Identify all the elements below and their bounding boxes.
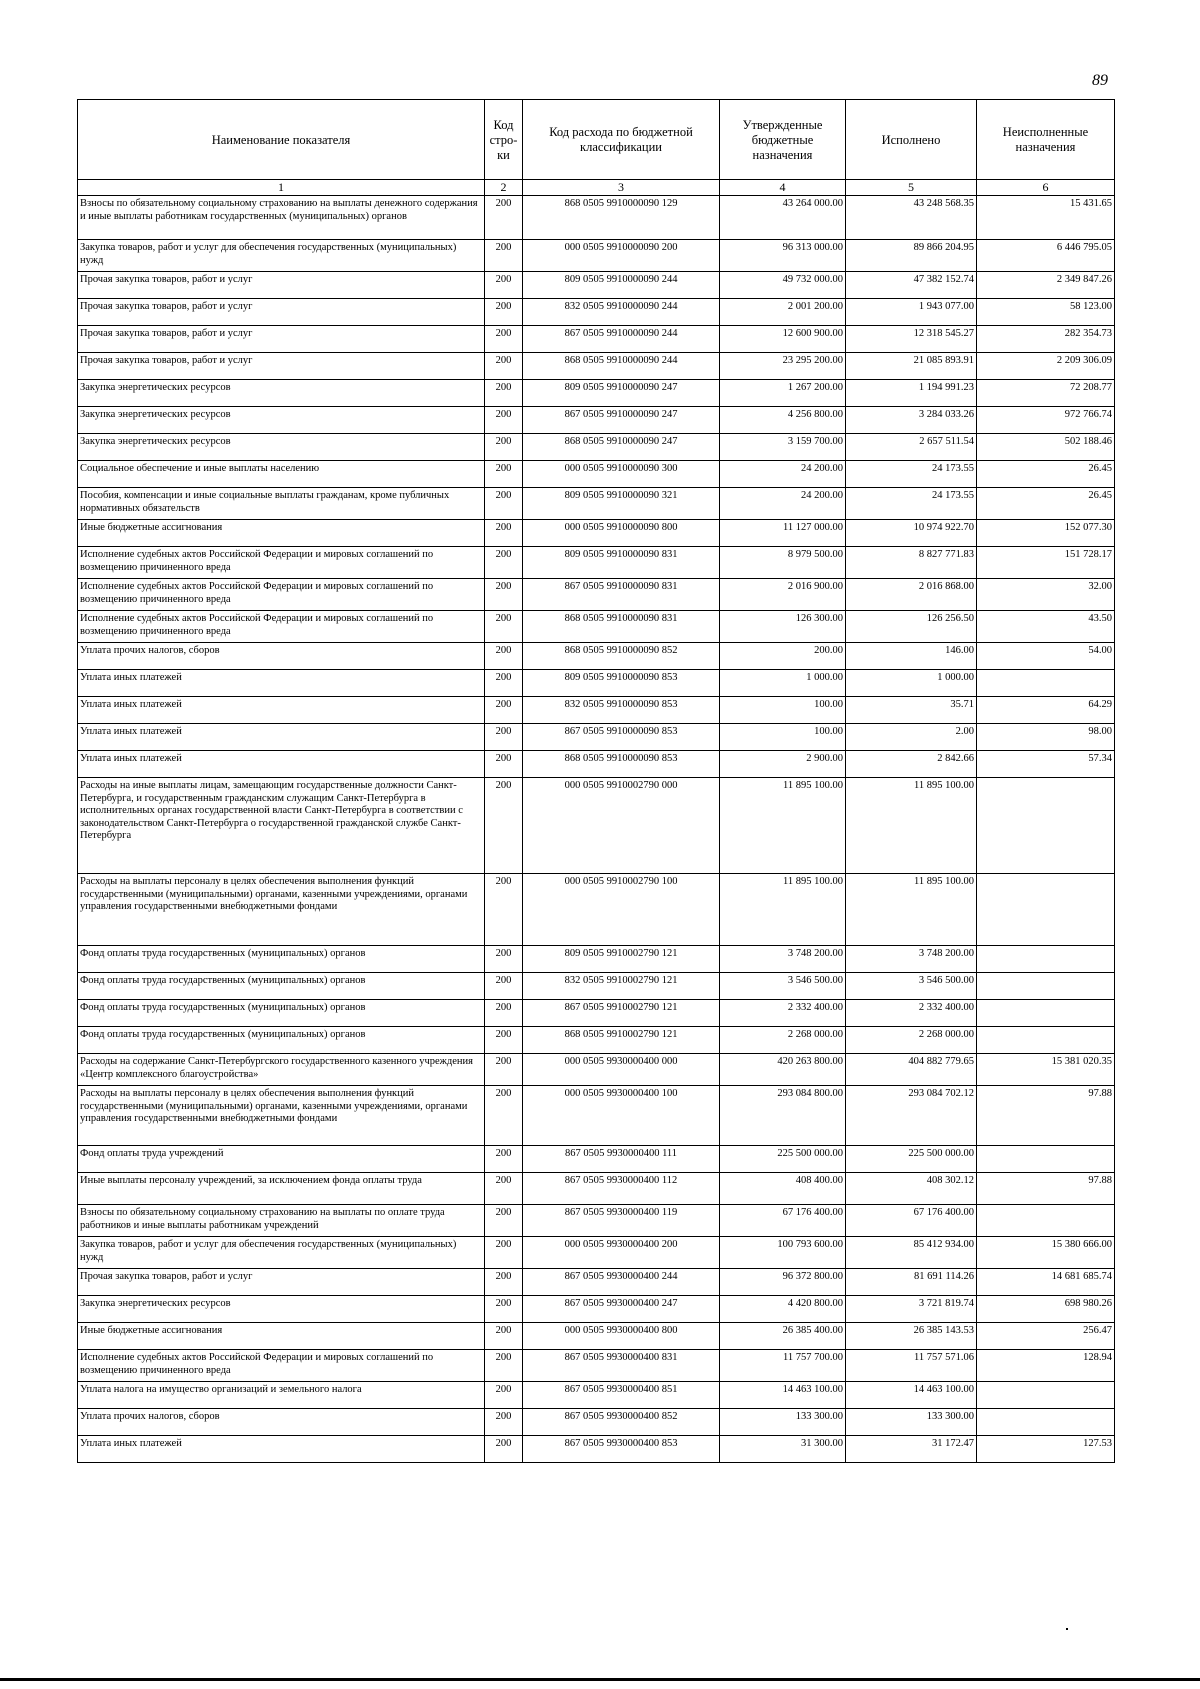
budget-code-cell: 867 0505 9930000400 851 bbox=[523, 1382, 720, 1409]
scan-dot bbox=[1066, 1628, 1068, 1630]
unexecuted-amount-cell: 127.53 bbox=[977, 1436, 1115, 1463]
budget-code-cell: 868 0505 9910002790 121 bbox=[523, 1027, 720, 1054]
approved-amount-cell: 4 256 800.00 bbox=[720, 407, 846, 434]
table-row bbox=[78, 1027, 1115, 1054]
table-row bbox=[78, 1436, 1115, 1463]
line-code-cell: 200 bbox=[485, 196, 523, 240]
line-code-cell: 200 bbox=[485, 946, 523, 973]
approved-amount-cell: 3 159 700.00 bbox=[720, 434, 846, 461]
indicator-name-cell: Уплата прочих налогов, сборов bbox=[78, 643, 485, 670]
executed-amount-cell: 3 748 200.00 bbox=[846, 946, 977, 973]
budget-code-cell: 809 0505 9910000090 321 bbox=[523, 488, 720, 520]
budget-code-cell: 000 0505 9930000400 000 bbox=[523, 1054, 720, 1086]
approved-amount-cell: 43 264 000.00 bbox=[720, 196, 846, 240]
table-row bbox=[78, 461, 1115, 488]
indicator-name-cell: Уплата иных платежей bbox=[78, 1436, 485, 1463]
executed-amount-cell: 2 842.66 bbox=[846, 751, 977, 778]
table-row bbox=[78, 724, 1115, 751]
table-row bbox=[78, 196, 1115, 240]
unexecuted-amount-cell: 32.00 bbox=[977, 579, 1115, 611]
table-row bbox=[78, 520, 1115, 547]
budget-code-cell: 867 0505 9910000090 244 bbox=[523, 326, 720, 353]
indicator-name-cell: Закупка энергетических ресурсов bbox=[78, 380, 485, 407]
table-row bbox=[78, 1409, 1115, 1436]
budget-code-cell: 809 0505 9910000090 244 bbox=[523, 272, 720, 299]
unexecuted-amount-cell bbox=[977, 670, 1115, 697]
budget-code-cell: 867 0505 9930000400 247 bbox=[523, 1296, 720, 1323]
table-row bbox=[78, 1146, 1115, 1173]
unexecuted-amount-cell: 57.34 bbox=[977, 751, 1115, 778]
table-row bbox=[78, 579, 1115, 611]
executed-amount-cell: 85 412 934.00 bbox=[846, 1237, 977, 1269]
unexecuted-amount-cell: 97.88 bbox=[977, 1086, 1115, 1146]
approved-amount-cell: 96 313 000.00 bbox=[720, 240, 846, 272]
indicator-name-cell: Уплата прочих налогов, сборов bbox=[78, 1409, 485, 1436]
indicator-name-cell: Взносы по обязательному социальному страхованию на выплаты денежного содержания и иные выплаты работникам государственных (муниципальных) органов bbox=[78, 196, 485, 240]
approved-amount-cell: 133 300.00 bbox=[720, 1409, 846, 1436]
executed-amount-cell: 2 332 400.00 bbox=[846, 1000, 977, 1027]
approved-amount-cell: 12 600 900.00 bbox=[720, 326, 846, 353]
approved-amount-cell: 23 295 200.00 bbox=[720, 353, 846, 380]
approved-amount-cell: 24 200.00 bbox=[720, 488, 846, 520]
budget-code-cell: 868 0505 9910000090 852 bbox=[523, 643, 720, 670]
line-code-cell: 200 bbox=[485, 1054, 523, 1086]
budget-code-cell: 868 0505 9910000090 853 bbox=[523, 751, 720, 778]
indicator-name-cell: Уплата налога на имущество организаций и земельного налога bbox=[78, 1382, 485, 1409]
indicator-name-cell: Иные бюджетные ассигнования bbox=[78, 1323, 485, 1350]
line-code-cell: 200 bbox=[485, 299, 523, 326]
indicator-name-cell: Социальное обеспечение и иные выплаты населению bbox=[78, 461, 485, 488]
approved-amount-cell: 200.00 bbox=[720, 643, 846, 670]
unexecuted-amount-cell bbox=[977, 874, 1115, 946]
approved-amount-cell: 67 176 400.00 bbox=[720, 1205, 846, 1237]
table-row bbox=[78, 1237, 1115, 1269]
unexecuted-amount-cell: 15 381 020.35 bbox=[977, 1054, 1115, 1086]
line-code-cell: 200 bbox=[485, 1146, 523, 1173]
table-row bbox=[78, 1173, 1115, 1205]
budget-code-cell: 867 0505 9910000090 247 bbox=[523, 407, 720, 434]
indicator-name-cell: Взносы по обязательному социальному страхованию на выплаты по оплате труда работников и иные выплаты работникам учреждений bbox=[78, 1205, 485, 1237]
executed-amount-cell: 1 000.00 bbox=[846, 670, 977, 697]
approved-amount-cell: 2 016 900.00 bbox=[720, 579, 846, 611]
budget-code-cell: 867 0505 9930000400 112 bbox=[523, 1173, 720, 1205]
indicator-name-cell: Прочая закупка товаров, работ и услуг bbox=[78, 272, 485, 299]
unexecuted-amount-cell bbox=[977, 1205, 1115, 1237]
approved-amount-cell: 4 420 800.00 bbox=[720, 1296, 846, 1323]
executed-amount-cell: 35.71 bbox=[846, 697, 977, 724]
unexecuted-amount-cell: 58 123.00 bbox=[977, 299, 1115, 326]
budget-code-cell: 000 0505 9930000400 200 bbox=[523, 1237, 720, 1269]
unexecuted-amount-cell: 151 728.17 bbox=[977, 547, 1115, 579]
unexecuted-amount-cell: 6 446 795.05 bbox=[977, 240, 1115, 272]
line-code-cell: 200 bbox=[485, 461, 523, 488]
header-line-code: Код стро-ки bbox=[485, 100, 523, 180]
indicator-name-cell: Фонд оплаты труда государственных (муниципальных) органов bbox=[78, 1000, 485, 1027]
column-number: 1 bbox=[78, 180, 485, 196]
budget-code-cell: 867 0505 9910000090 831 bbox=[523, 579, 720, 611]
line-code-cell: 200 bbox=[485, 240, 523, 272]
table-row bbox=[78, 1000, 1115, 1027]
unexecuted-amount-cell: 972 766.74 bbox=[977, 407, 1115, 434]
column-number: 4 bbox=[720, 180, 846, 196]
approved-amount-cell: 3 546 500.00 bbox=[720, 973, 846, 1000]
header-executed: Исполнено bbox=[846, 100, 977, 180]
unexecuted-amount-cell bbox=[977, 1027, 1115, 1054]
table-row bbox=[78, 1054, 1115, 1086]
line-code-cell: 200 bbox=[485, 579, 523, 611]
unexecuted-amount-cell: 698 980.26 bbox=[977, 1296, 1115, 1323]
unexecuted-amount-cell bbox=[977, 973, 1115, 1000]
line-code-cell: 200 bbox=[485, 1027, 523, 1054]
header-indicator-name: Наименование показателя bbox=[78, 100, 485, 180]
line-code-cell: 200 bbox=[485, 670, 523, 697]
executed-amount-cell: 2.00 bbox=[846, 724, 977, 751]
approved-amount-cell: 11 127 000.00 bbox=[720, 520, 846, 547]
line-code-cell: 200 bbox=[485, 520, 523, 547]
budget-code-cell: 867 0505 9930000400 119 bbox=[523, 1205, 720, 1237]
indicator-name-cell: Прочая закупка товаров, работ и услуг bbox=[78, 299, 485, 326]
indicator-name-cell: Закупка энергетических ресурсов bbox=[78, 407, 485, 434]
table-row bbox=[78, 1205, 1115, 1237]
table-row bbox=[78, 1350, 1115, 1382]
line-code-cell: 200 bbox=[485, 407, 523, 434]
indicator-name-cell: Уплата иных платежей bbox=[78, 670, 485, 697]
indicator-name-cell: Иные выплаты персоналу учреждений, за исключением фонда оплаты труда bbox=[78, 1173, 485, 1205]
executed-amount-cell: 11 757 571.06 bbox=[846, 1350, 977, 1382]
approved-amount-cell: 24 200.00 bbox=[720, 461, 846, 488]
approved-amount-cell: 14 463 100.00 bbox=[720, 1382, 846, 1409]
unexecuted-amount-cell bbox=[977, 778, 1115, 874]
approved-amount-cell: 26 385 400.00 bbox=[720, 1323, 846, 1350]
executed-amount-cell: 12 318 545.27 bbox=[846, 326, 977, 353]
table-row bbox=[78, 407, 1115, 434]
indicator-name-cell: Закупка энергетических ресурсов bbox=[78, 434, 485, 461]
line-code-cell: 200 bbox=[485, 1296, 523, 1323]
column-number-row bbox=[78, 180, 1115, 196]
executed-amount-cell: 1 194 991.23 bbox=[846, 380, 977, 407]
budget-code-cell: 867 0505 9930000400 853 bbox=[523, 1436, 720, 1463]
unexecuted-amount-cell bbox=[977, 1000, 1115, 1027]
approved-amount-cell: 8 979 500.00 bbox=[720, 547, 846, 579]
line-code-cell: 200 bbox=[485, 751, 523, 778]
indicator-name-cell: Расходы на содержание Санкт-Петербургского государственного казенного учреждения «Центр комплексного благоустройства» bbox=[78, 1054, 485, 1086]
executed-amount-cell: 47 382 152.74 bbox=[846, 272, 977, 299]
unexecuted-amount-cell: 97.88 bbox=[977, 1173, 1115, 1205]
line-code-cell: 200 bbox=[485, 1000, 523, 1027]
unexecuted-amount-cell: 152 077.30 bbox=[977, 520, 1115, 547]
approved-amount-cell: 420 263 800.00 bbox=[720, 1054, 846, 1086]
approved-amount-cell: 2 268 000.00 bbox=[720, 1027, 846, 1054]
line-code-cell: 200 bbox=[485, 1086, 523, 1146]
budget-code-cell: 809 0505 9910000090 831 bbox=[523, 547, 720, 579]
executed-amount-cell: 3 284 033.26 bbox=[846, 407, 977, 434]
line-code-cell: 200 bbox=[485, 1409, 523, 1436]
line-code-cell: 200 bbox=[485, 547, 523, 579]
unexecuted-amount-cell: 64.29 bbox=[977, 697, 1115, 724]
indicator-name-cell: Фонд оплаты труда государственных (муниципальных) органов bbox=[78, 1027, 485, 1054]
table-row bbox=[78, 272, 1115, 299]
indicator-name-cell: Уплата иных платежей bbox=[78, 724, 485, 751]
executed-amount-cell: 24 173.55 bbox=[846, 461, 977, 488]
indicator-name-cell: Прочая закупка товаров, работ и услуг bbox=[78, 326, 485, 353]
table-row bbox=[78, 611, 1115, 643]
line-code-cell: 200 bbox=[485, 697, 523, 724]
line-code-cell: 200 bbox=[485, 643, 523, 670]
budget-code-cell: 868 0505 9910000090 129 bbox=[523, 196, 720, 240]
indicator-name-cell: Фонд оплаты труда государственных (муниципальных) органов bbox=[78, 946, 485, 973]
page-number: 89 bbox=[1092, 72, 1108, 89]
approved-amount-cell: 2 332 400.00 bbox=[720, 1000, 846, 1027]
executed-amount-cell: 3 546 500.00 bbox=[846, 973, 977, 1000]
indicator-name-cell: Расходы на выплаты персоналу в целях обеспечения выполнения функций государственными (муниципальными) органами, казенными учреждениями, органами управления государственными внебюджетными фондами bbox=[78, 1086, 485, 1146]
budget-code-cell: 832 0505 9910000090 244 bbox=[523, 299, 720, 326]
budget-code-cell: 867 0505 9910002790 121 bbox=[523, 1000, 720, 1027]
budget-code-cell: 867 0505 9910000090 853 bbox=[523, 724, 720, 751]
table-row bbox=[78, 874, 1115, 946]
unexecuted-amount-cell bbox=[977, 1409, 1115, 1436]
unexecuted-amount-cell: 128.94 bbox=[977, 1350, 1115, 1382]
header-unexecuted: Неисполненные назначения bbox=[977, 100, 1115, 180]
page-bottom-rule bbox=[0, 1678, 1200, 1681]
executed-amount-cell: 43 248 568.35 bbox=[846, 196, 977, 240]
approved-amount-cell: 11 895 100.00 bbox=[720, 778, 846, 874]
unexecuted-amount-cell: 256.47 bbox=[977, 1323, 1115, 1350]
column-number: 5 bbox=[846, 180, 977, 196]
executed-amount-cell: 404 882 779.65 bbox=[846, 1054, 977, 1086]
line-code-cell: 200 bbox=[485, 874, 523, 946]
table-row bbox=[78, 778, 1115, 874]
approved-amount-cell: 225 500 000.00 bbox=[720, 1146, 846, 1173]
indicator-name-cell: Исполнение судебных актов Российской Федерации и мировых соглашений по возмещению причиненного вреда bbox=[78, 579, 485, 611]
approved-amount-cell: 2 001 200.00 bbox=[720, 299, 846, 326]
indicator-name-cell: Иные бюджетные ассигнования bbox=[78, 520, 485, 547]
budget-code-cell: 867 0505 9930000400 111 bbox=[523, 1146, 720, 1173]
budget-code-cell: 809 0505 9910000090 247 bbox=[523, 380, 720, 407]
executed-amount-cell: 89 866 204.95 bbox=[846, 240, 977, 272]
approved-amount-cell: 100 793 600.00 bbox=[720, 1237, 846, 1269]
table-row bbox=[78, 946, 1115, 973]
line-code-cell: 200 bbox=[485, 380, 523, 407]
budget-code-cell: 809 0505 9910002790 121 bbox=[523, 946, 720, 973]
approved-amount-cell: 11 895 100.00 bbox=[720, 874, 846, 946]
table-row bbox=[78, 380, 1115, 407]
table-row bbox=[78, 434, 1115, 461]
table-row bbox=[78, 299, 1115, 326]
budget-code-cell: 868 0505 9910000090 244 bbox=[523, 353, 720, 380]
table-row bbox=[78, 1269, 1115, 1296]
table-row bbox=[78, 643, 1115, 670]
executed-amount-cell: 408 302.12 bbox=[846, 1173, 977, 1205]
unexecuted-amount-cell: 98.00 bbox=[977, 724, 1115, 751]
executed-amount-cell: 26 385 143.53 bbox=[846, 1323, 977, 1350]
executed-amount-cell: 1 943 077.00 bbox=[846, 299, 977, 326]
unexecuted-amount-cell: 43.50 bbox=[977, 611, 1115, 643]
budget-code-cell: 867 0505 9930000400 831 bbox=[523, 1350, 720, 1382]
executed-amount-cell: 14 463 100.00 bbox=[846, 1382, 977, 1409]
approved-amount-cell: 408 400.00 bbox=[720, 1173, 846, 1205]
executed-amount-cell: 2 016 868.00 bbox=[846, 579, 977, 611]
unexecuted-amount-cell: 54.00 bbox=[977, 643, 1115, 670]
executed-amount-cell: 21 085 893.91 bbox=[846, 353, 977, 380]
approved-amount-cell: 2 900.00 bbox=[720, 751, 846, 778]
executed-amount-cell: 2 268 000.00 bbox=[846, 1027, 977, 1054]
table-row bbox=[78, 488, 1115, 520]
table-row bbox=[78, 751, 1115, 778]
executed-amount-cell: 225 500 000.00 bbox=[846, 1146, 977, 1173]
indicator-name-cell: Закупка товаров, работ и услуг для обеспечения государственных (муниципальных) нужд bbox=[78, 240, 485, 272]
unexecuted-amount-cell: 72 208.77 bbox=[977, 380, 1115, 407]
executed-amount-cell: 10 974 922.70 bbox=[846, 520, 977, 547]
budget-code-cell: 000 0505 9910002790 100 bbox=[523, 874, 720, 946]
indicator-name-cell: Фонд оплаты труда государственных (муниципальных) органов bbox=[78, 973, 485, 1000]
approved-amount-cell: 1 267 200.00 bbox=[720, 380, 846, 407]
unexecuted-amount-cell: 15 380 666.00 bbox=[977, 1237, 1115, 1269]
indicator-name-cell: Прочая закупка товаров, работ и услуг bbox=[78, 353, 485, 380]
indicator-name-cell: Закупка товаров, работ и услуг для обеспечения государственных (муниципальных) нужд bbox=[78, 1237, 485, 1269]
line-code-cell: 200 bbox=[485, 724, 523, 751]
executed-amount-cell: 146.00 bbox=[846, 643, 977, 670]
indicator-name-cell: Уплата иных платежей bbox=[78, 751, 485, 778]
line-code-cell: 200 bbox=[485, 1205, 523, 1237]
table-row bbox=[78, 973, 1115, 1000]
line-code-cell: 200 bbox=[485, 1237, 523, 1269]
budget-code-cell: 832 0505 9910002790 121 bbox=[523, 973, 720, 1000]
executed-amount-cell: 24 173.55 bbox=[846, 488, 977, 520]
approved-amount-cell: 100.00 bbox=[720, 697, 846, 724]
executed-amount-cell: 67 176 400.00 bbox=[846, 1205, 977, 1237]
table-row bbox=[78, 353, 1115, 380]
executed-amount-cell: 293 084 702.12 bbox=[846, 1086, 977, 1146]
header-approved: Утвержденные бюджетные назначения bbox=[720, 100, 846, 180]
budget-code-cell: 867 0505 9930000400 852 bbox=[523, 1409, 720, 1436]
unexecuted-amount-cell: 26.45 bbox=[977, 488, 1115, 520]
column-number: 6 bbox=[977, 180, 1115, 196]
budget-code-cell: 000 0505 9930000400 100 bbox=[523, 1086, 720, 1146]
executed-amount-cell: 11 895 100.00 bbox=[846, 778, 977, 874]
table-row bbox=[78, 1086, 1115, 1146]
indicator-name-cell: Прочая закупка товаров, работ и услуг bbox=[78, 1269, 485, 1296]
indicator-name-cell: Исполнение судебных актов Российской Федерации и мировых соглашений по возмещению причиненного вреда bbox=[78, 611, 485, 643]
approved-amount-cell: 31 300.00 bbox=[720, 1436, 846, 1463]
budget-code-cell: 000 0505 9910002790 000 bbox=[523, 778, 720, 874]
line-code-cell: 200 bbox=[485, 488, 523, 520]
budget-code-cell: 868 0505 9910000090 247 bbox=[523, 434, 720, 461]
unexecuted-amount-cell: 2 349 847.26 bbox=[977, 272, 1115, 299]
approved-amount-cell: 96 372 800.00 bbox=[720, 1269, 846, 1296]
unexecuted-amount-cell: 14 681 685.74 bbox=[977, 1269, 1115, 1296]
line-code-cell: 200 bbox=[485, 1350, 523, 1382]
unexecuted-amount-cell: 15 431.65 bbox=[977, 196, 1115, 240]
budget-code-cell: 000 0505 9910000090 300 bbox=[523, 461, 720, 488]
line-code-cell: 200 bbox=[485, 611, 523, 643]
budget-code-cell: 867 0505 9930000400 244 bbox=[523, 1269, 720, 1296]
table-row bbox=[78, 1382, 1115, 1409]
unexecuted-amount-cell bbox=[977, 1382, 1115, 1409]
executed-amount-cell: 126 256.50 bbox=[846, 611, 977, 643]
indicator-name-cell: Закупка энергетических ресурсов bbox=[78, 1296, 485, 1323]
line-code-cell: 200 bbox=[485, 326, 523, 353]
budget-report-table bbox=[77, 99, 1115, 1463]
column-number: 2 bbox=[485, 180, 523, 196]
unexecuted-amount-cell bbox=[977, 1146, 1115, 1173]
approved-amount-cell: 3 748 200.00 bbox=[720, 946, 846, 973]
budget-code-cell: 809 0505 9910000090 853 bbox=[523, 670, 720, 697]
line-code-cell: 200 bbox=[485, 778, 523, 874]
line-code-cell: 200 bbox=[485, 353, 523, 380]
executed-amount-cell: 81 691 114.26 bbox=[846, 1269, 977, 1296]
unexecuted-amount-cell: 282 354.73 bbox=[977, 326, 1115, 353]
approved-amount-cell: 100.00 bbox=[720, 724, 846, 751]
table-row bbox=[78, 697, 1115, 724]
executed-amount-cell: 3 721 819.74 bbox=[846, 1296, 977, 1323]
indicator-name-cell: Уплата иных платежей bbox=[78, 697, 485, 724]
approved-amount-cell: 49 732 000.00 bbox=[720, 272, 846, 299]
line-code-cell: 200 bbox=[485, 1382, 523, 1409]
executed-amount-cell: 133 300.00 bbox=[846, 1409, 977, 1436]
indicator-name-cell: Исполнение судебных актов Российской Федерации и мировых соглашений по возмещению причиненного вреда bbox=[78, 1350, 485, 1382]
approved-amount-cell: 293 084 800.00 bbox=[720, 1086, 846, 1146]
line-code-cell: 200 bbox=[485, 272, 523, 299]
line-code-cell: 200 bbox=[485, 973, 523, 1000]
line-code-cell: 200 bbox=[485, 1436, 523, 1463]
budget-code-cell: 868 0505 9910000090 831 bbox=[523, 611, 720, 643]
line-code-cell: 200 bbox=[485, 1269, 523, 1296]
table-row bbox=[78, 1323, 1115, 1350]
executed-amount-cell: 8 827 771.83 bbox=[846, 547, 977, 579]
table-row bbox=[78, 1296, 1115, 1323]
unexecuted-amount-cell: 26.45 bbox=[977, 461, 1115, 488]
budget-code-cell: 000 0505 9910000090 200 bbox=[523, 240, 720, 272]
line-code-cell: 200 bbox=[485, 434, 523, 461]
table-row bbox=[78, 547, 1115, 579]
approved-amount-cell: 1 000.00 bbox=[720, 670, 846, 697]
column-number: 3 bbox=[523, 180, 720, 196]
executed-amount-cell: 31 172.47 bbox=[846, 1436, 977, 1463]
line-code-cell: 200 bbox=[485, 1173, 523, 1205]
unexecuted-amount-cell: 2 209 306.09 bbox=[977, 353, 1115, 380]
approved-amount-cell: 126 300.00 bbox=[720, 611, 846, 643]
executed-amount-cell: 11 895 100.00 bbox=[846, 874, 977, 946]
indicator-name-cell: Фонд оплаты труда учреждений bbox=[78, 1146, 485, 1173]
unexecuted-amount-cell: 502 188.46 bbox=[977, 434, 1115, 461]
header-budget-code: Код расхода по бюджетной классификации bbox=[523, 100, 720, 180]
approved-amount-cell: 11 757 700.00 bbox=[720, 1350, 846, 1382]
table-header-row bbox=[78, 100, 1115, 180]
budget-code-cell: 000 0505 9930000400 800 bbox=[523, 1323, 720, 1350]
executed-amount-cell: 2 657 511.54 bbox=[846, 434, 977, 461]
indicator-name-cell: Расходы на выплаты персоналу в целях обеспечения выполнения функций государственными (муниципальными) органами, казенными учреждениями, органами управления государственными внебюджетными фондами bbox=[78, 874, 485, 946]
indicator-name-cell: Пособия, компенсации и иные социальные выплаты гражданам, кроме публичных нормативных обязательств bbox=[78, 488, 485, 520]
line-code-cell: 200 bbox=[485, 1323, 523, 1350]
indicator-name-cell: Расходы на иные выплаты лицам, замещающим государственные должности Санкт-Петербурга, и государственным гражданским служащим Санкт-Петербурга в исполнительных органах государственной власти Санкт-Петербурга в соответствии с законодательством Санкт-Петербурга о государственной гражданской службе Санкт-Петербурга bbox=[78, 778, 485, 874]
table-row bbox=[78, 240, 1115, 272]
table-row bbox=[78, 326, 1115, 353]
indicator-name-cell: Исполнение судебных актов Российской Федерации и мировых соглашений по возмещению причиненного вреда bbox=[78, 547, 485, 579]
unexecuted-amount-cell bbox=[977, 946, 1115, 973]
table-body bbox=[78, 196, 1115, 1463]
budget-code-cell: 832 0505 9910000090 853 bbox=[523, 697, 720, 724]
table-row bbox=[78, 670, 1115, 697]
budget-code-cell: 000 0505 9910000090 800 bbox=[523, 520, 720, 547]
